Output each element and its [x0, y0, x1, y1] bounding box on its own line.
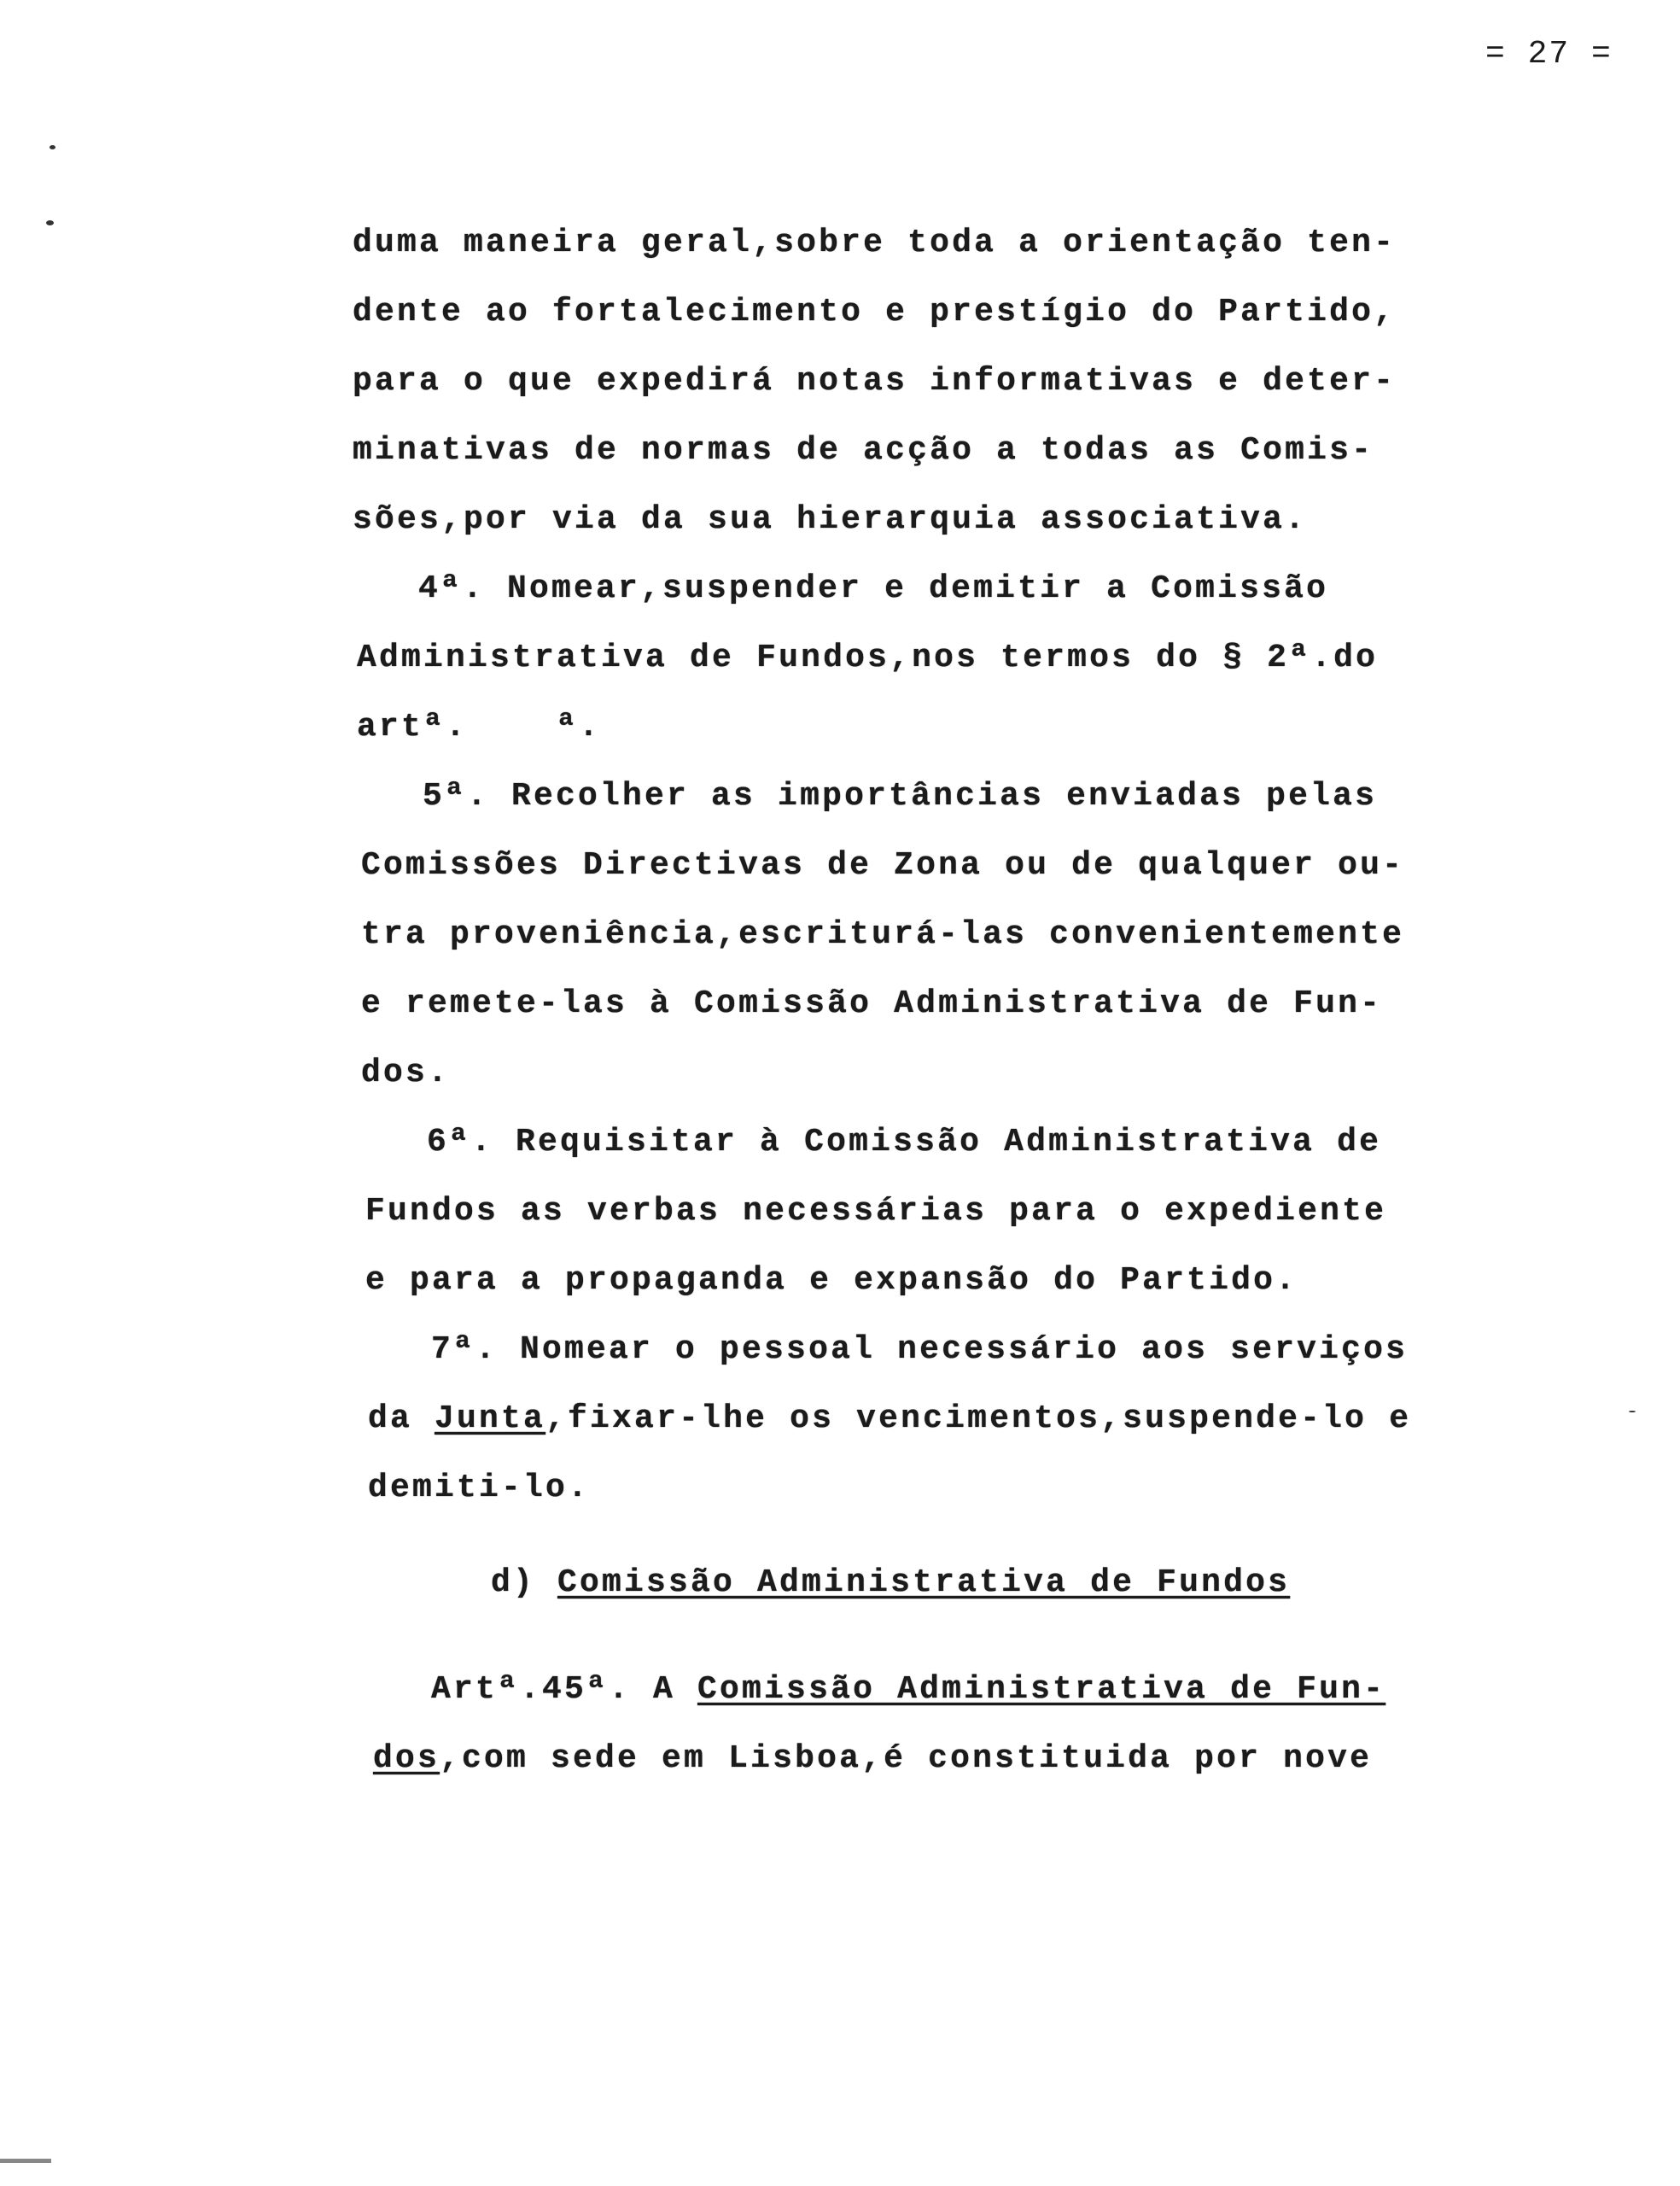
text-line [368, 1400, 1412, 1437]
text-line [373, 1740, 1373, 1777]
section-label: d) [491, 1564, 558, 1601]
text-line: 4ª. Nomear,suspender e demitir a Comissão [418, 570, 1329, 607]
text-line: demiti-lo. [368, 1470, 591, 1506]
text-line: e para a propaganda e expansão do Partido. [365, 1262, 1298, 1299]
text-line: duma maneira geral,sobre toda a orientação ten- [353, 225, 1397, 261]
scan-speck [1629, 1411, 1636, 1412]
text-line: tra proveniência,escriturá-las convenientemente [361, 916, 1405, 953]
page-number: = 27 = [1485, 36, 1613, 73]
text-line: 6ª. Requisitar à Comissão Administrativa de [427, 1124, 1382, 1160]
text-line: sões,por via da sua hierarquia associativa. [353, 501, 1308, 538]
text-line: dos. [361, 1055, 451, 1091]
text-segment: da [368, 1400, 435, 1437]
text-line: dente ao fortalecimento e prestígio do Partido, [353, 294, 1397, 330]
scan-speck [46, 220, 54, 225]
text-line: 7ª. Nomear o pessoal necessário aos serviços [431, 1331, 1409, 1368]
text-segment: ,com sede em Lisboa,é constituida por nove [440, 1740, 1373, 1777]
text-segment: ,fixar-lhe os vencimentos,suspende-lo e [545, 1400, 1412, 1437]
text-line: Administrativa de Fundos,nos termos do § 2ª.do [357, 640, 1379, 676]
underlined-term: Comissão Administrativa de Fun- [697, 1671, 1386, 1708]
text-line [431, 1671, 1386, 1708]
text-line: e remete-las à Comissão Administrativa de Fun- [361, 985, 1383, 1022]
section-title: Comissão Administrativa de Fundos [557, 1564, 1291, 1601]
text-line: para o que expedirá notas informativas e deter- [353, 363, 1397, 400]
text-line: 5ª. Recolher as importâncias enviadas pelas [423, 778, 1378, 815]
text-line: Fundos as verbas necessárias para o expediente [365, 1193, 1387, 1230]
underlined-term: dos [373, 1740, 440, 1777]
scan-speck [50, 145, 55, 149]
underlined-term: Junta [435, 1400, 546, 1437]
article-label: Artª.45ª. A [431, 1671, 698, 1708]
scan-edge-mark [0, 2159, 51, 2163]
text-line: Comissões Directivas de Zona ou de qualquer ou- [361, 847, 1405, 884]
text-line: artª. ª. [357, 709, 602, 745]
section-heading [491, 1564, 1291, 1601]
text-line: minativas de normas de acção a todas as Comis- [353, 432, 1374, 469]
